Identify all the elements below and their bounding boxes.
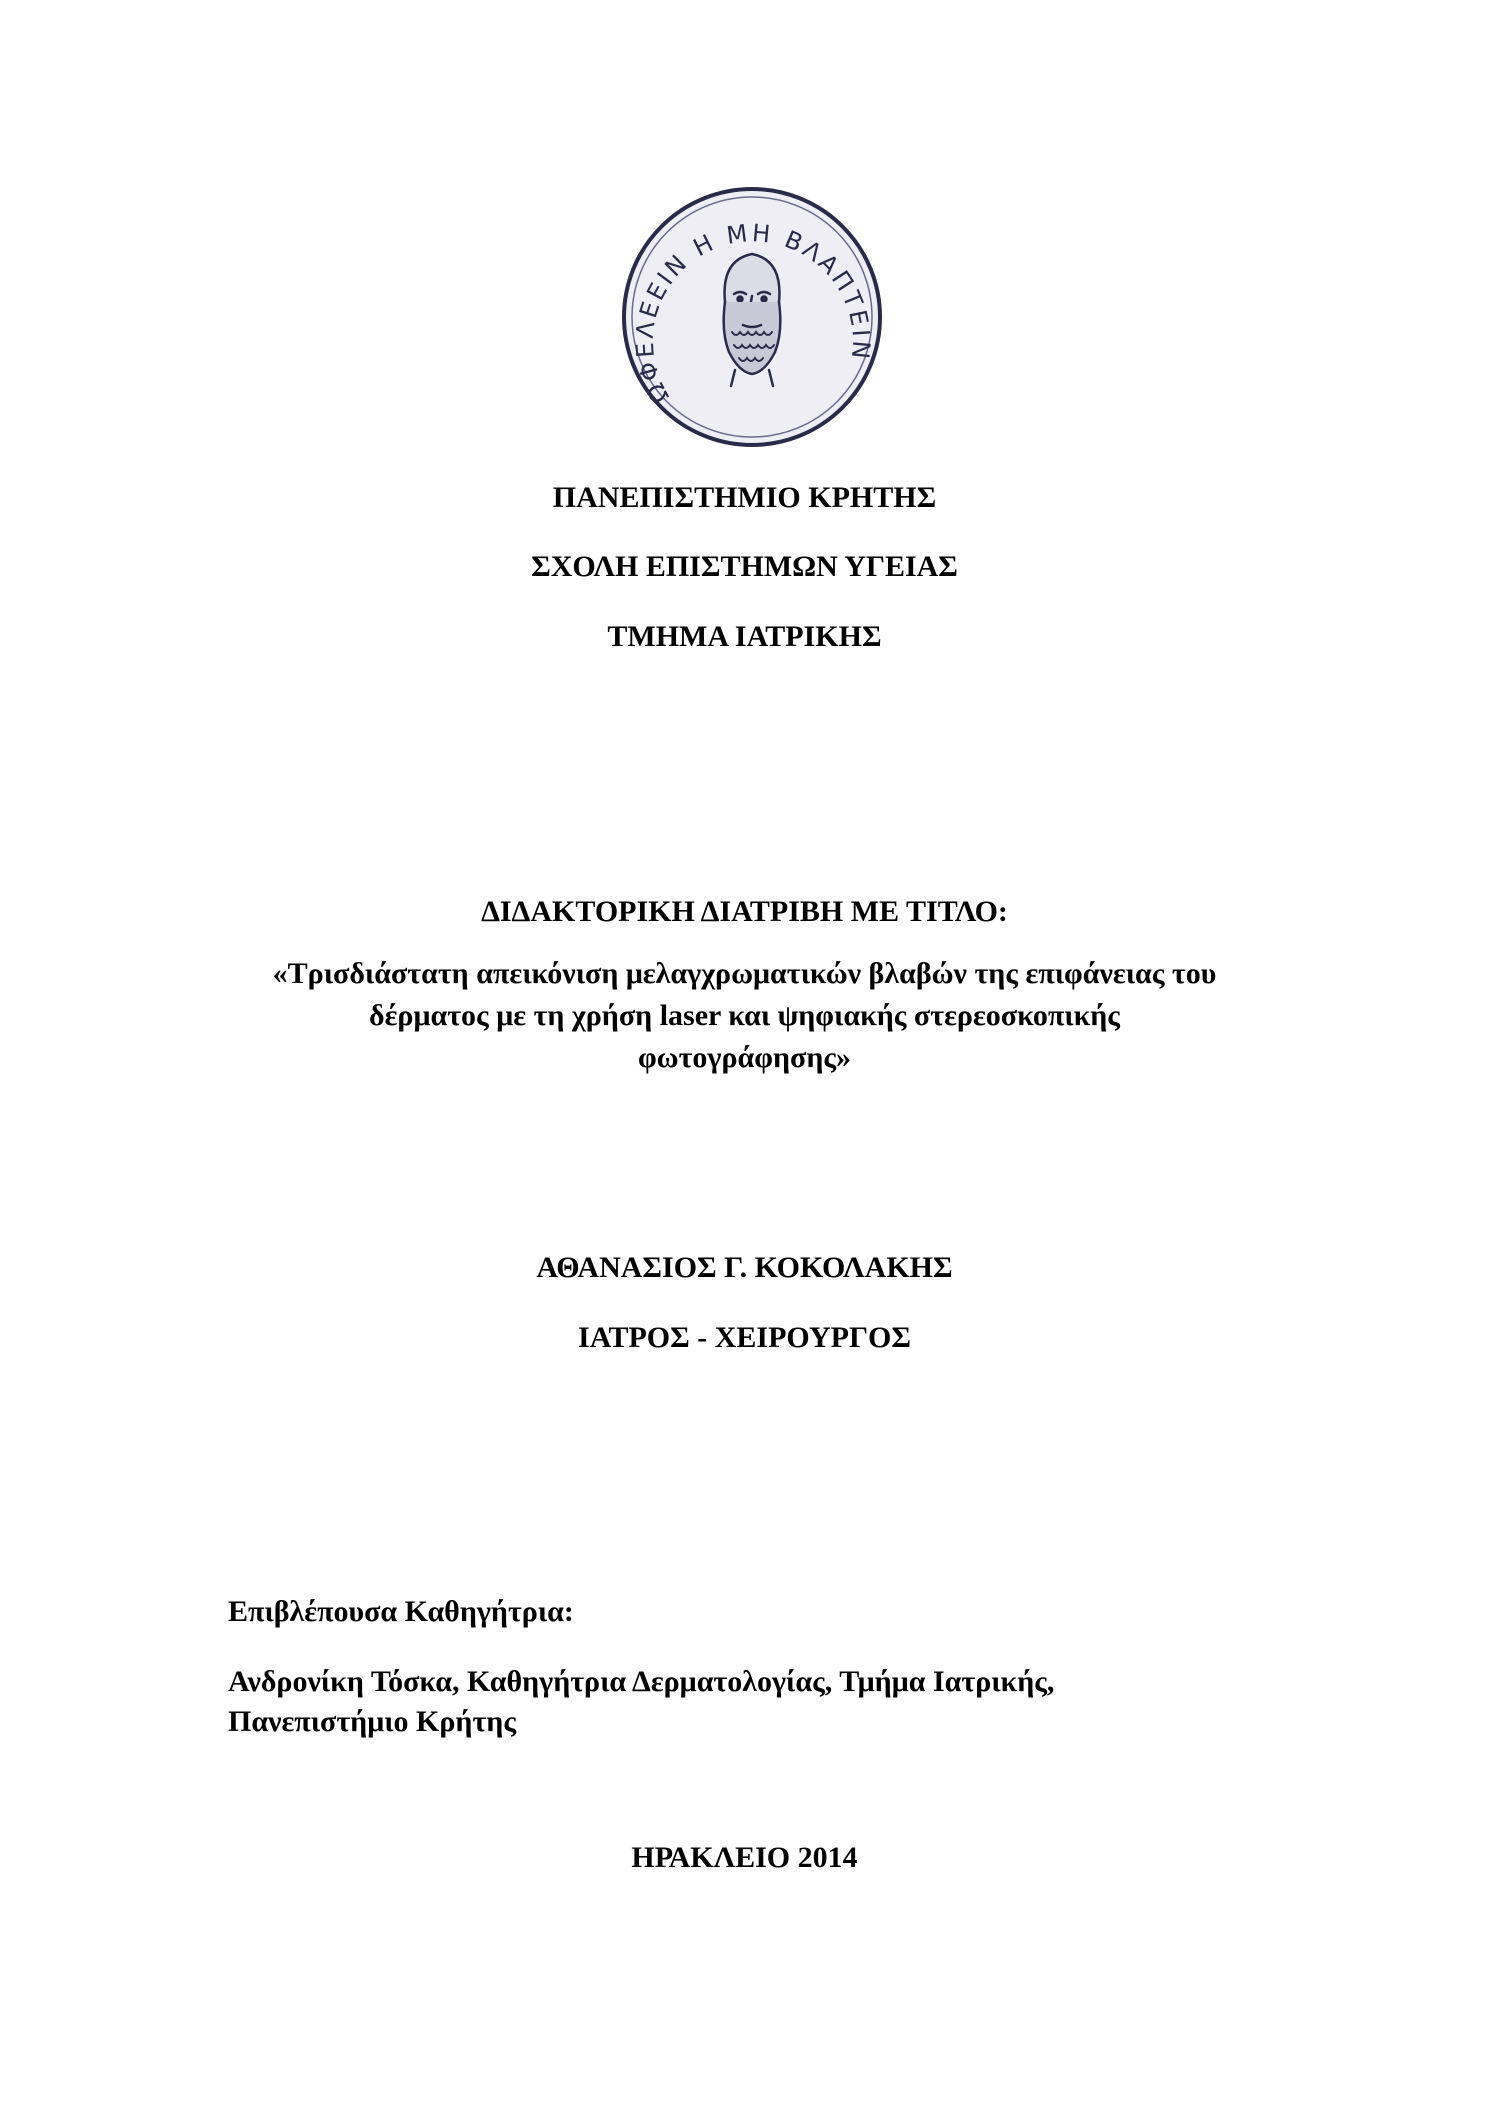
author-name: ΑΘΑΝΑΣΙΟΣ Γ. ΚΟΚΟΛΑΚΗΣ — [536, 1251, 953, 1284]
university-seal-logo — [617, 182, 887, 452]
university-name: ΠΑΝΕΠΙΣΤΗΜΙΟ ΚΡΗΤΗΣ — [552, 481, 937, 514]
supervisor-label: Επιβλέπουσα Καθηγήτρια: — [228, 1595, 574, 1628]
thesis-heading: ΔΙΔΑΚΤΟΡΙΚΗ ΔΙΑΤΡΙΒΗ ΜΕ ΤΙΤΛΟ: — [481, 895, 1008, 928]
seal-inscription-path: ΩΦΕΛΕΕΙΝ Η ΜΗ ΒΛΑΠΤΕΙΝ — [630, 218, 876, 408]
thesis-title — [200, 953, 1289, 1079]
supervisor-line-1: Ανδρονίκη Τόσκα, Καθηγήτρια Δερματολογίας, Τμήμα Ιατρικής, — [228, 1665, 1055, 1698]
school-name: ΣΧΟΛΗ ΕΠΙΣΤΗΜΩΝ ΥΓΕΙΑΣ — [531, 550, 958, 583]
thesis-title-line-1: «Τρισδιάστατη απεικόνιση μελαγχρωματικών βλαβών της επιφάνειας του — [272, 957, 1217, 990]
place-and-year: ΗΡΑΚΛΕΙΟ 2014 — [631, 1841, 858, 1874]
department-name: ΤΜΗΜΑ ΙΑΤΡΙΚΗΣ — [607, 620, 882, 653]
thesis-title-line-2: δέρματος με τη χρήση laser και ψηφιακής στερεοσκοπικής — [369, 999, 1120, 1032]
author-profession: ΙΑΤΡΟΣ - ΧΕΙΡΟΥΡΓΟΣ — [578, 1321, 911, 1354]
supervisor-line-2: Πανεπιστήμιο Κρήτης — [228, 1705, 516, 1738]
thesis-title-line-3: φωτογράφησης» — [637, 1041, 852, 1074]
